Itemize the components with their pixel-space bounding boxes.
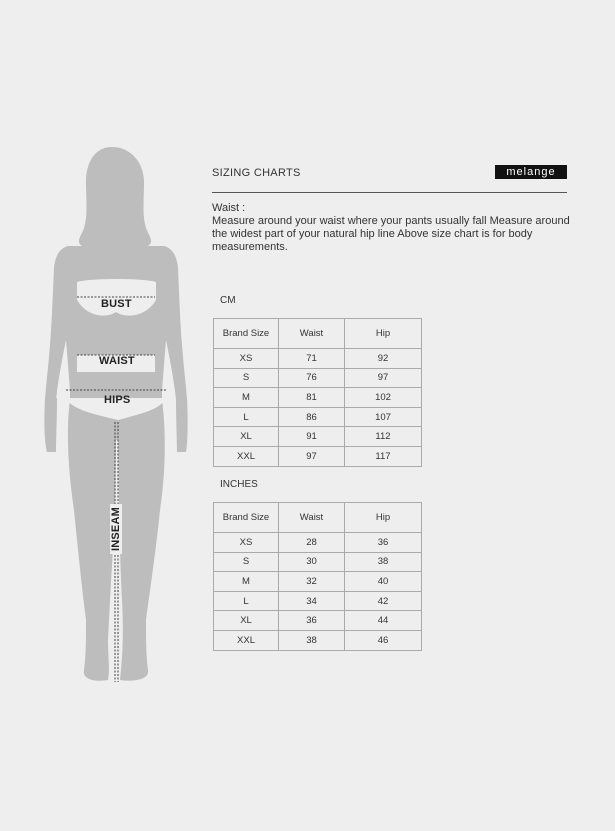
waist-cell: 71 xyxy=(279,349,345,369)
table-row xyxy=(214,533,422,553)
waist-cell: 30 xyxy=(279,552,345,572)
table-row xyxy=(214,552,422,572)
hip-cell: 36 xyxy=(345,533,422,553)
table-header-row xyxy=(214,319,422,349)
table-row xyxy=(214,407,422,427)
hip-cell: 38 xyxy=(345,552,422,572)
waist-label: WAIST xyxy=(99,355,135,367)
hip-cell: 107 xyxy=(345,407,422,427)
waist-cell: 32 xyxy=(279,572,345,592)
size-cell: S xyxy=(214,552,279,572)
table-row xyxy=(214,427,422,447)
header-divider xyxy=(212,192,567,193)
size-cell: M xyxy=(214,572,279,592)
table-row xyxy=(214,591,422,611)
hip-cell: 44 xyxy=(345,611,422,631)
header-cell: Hip xyxy=(345,503,422,533)
page-title: SIZING CHARTS xyxy=(212,167,301,179)
size-cell: XS xyxy=(214,533,279,553)
inches-size-table xyxy=(213,502,422,651)
torso-shape xyxy=(45,246,187,400)
table-header-row xyxy=(214,503,422,533)
header-cell: Waist xyxy=(279,319,345,349)
description xyxy=(212,202,572,254)
size-cell: XXL xyxy=(214,630,279,650)
size-cell: S xyxy=(214,368,279,388)
table-row xyxy=(214,630,422,650)
size-cell: XL xyxy=(214,611,279,631)
hip-cell: 97 xyxy=(345,368,422,388)
bust-label: BUST xyxy=(101,298,132,310)
size-cell: M xyxy=(214,388,279,408)
header-cell: Brand Size xyxy=(214,319,279,349)
header-cell: Hip xyxy=(345,319,422,349)
cm-unit-label: CM xyxy=(220,295,236,306)
waist-cell: 91 xyxy=(279,427,345,447)
hip-cell: 40 xyxy=(345,572,422,592)
table-row xyxy=(214,572,422,592)
table-row xyxy=(214,446,422,466)
brand-logo: melange xyxy=(495,165,567,179)
hip-cell: 46 xyxy=(345,630,422,650)
hips-label: HIPS xyxy=(104,394,131,406)
waist-cell: 97 xyxy=(279,446,345,466)
table-row xyxy=(214,611,422,631)
waist-cell: 28 xyxy=(279,533,345,553)
hip-cell: 117 xyxy=(345,446,422,466)
cm-size-table xyxy=(213,318,422,467)
inches-unit-label: INCHES xyxy=(220,479,258,490)
size-cell: L xyxy=(214,407,279,427)
hip-cell: 112 xyxy=(345,427,422,447)
header-cell: Waist xyxy=(279,503,345,533)
size-cell: XL xyxy=(214,427,279,447)
inseam-label: INSEAM xyxy=(110,504,122,554)
hip-cell: 42 xyxy=(345,591,422,611)
waist-cell: 34 xyxy=(279,591,345,611)
description-heading: Waist : xyxy=(212,202,246,214)
waist-cell: 86 xyxy=(279,407,345,427)
waist-cell: 81 xyxy=(279,388,345,408)
size-cell: XS xyxy=(214,349,279,369)
table-row xyxy=(214,388,422,408)
waist-cell: 76 xyxy=(279,368,345,388)
waist-cell: 38 xyxy=(279,630,345,650)
table-row xyxy=(214,368,422,388)
body-silhouette xyxy=(0,0,200,700)
table-row xyxy=(214,349,422,369)
description-body: Measure around your waist where your pants usually fall Measure around the widest part of your natural hip line Above size chart is for body measurements. xyxy=(212,215,570,253)
hip-cell: 102 xyxy=(345,388,422,408)
waist-cell: 36 xyxy=(279,611,345,631)
header-cell: Brand Size xyxy=(214,503,279,533)
size-cell: L xyxy=(214,591,279,611)
hip-cell: 92 xyxy=(345,349,422,369)
size-cell: XXL xyxy=(214,446,279,466)
